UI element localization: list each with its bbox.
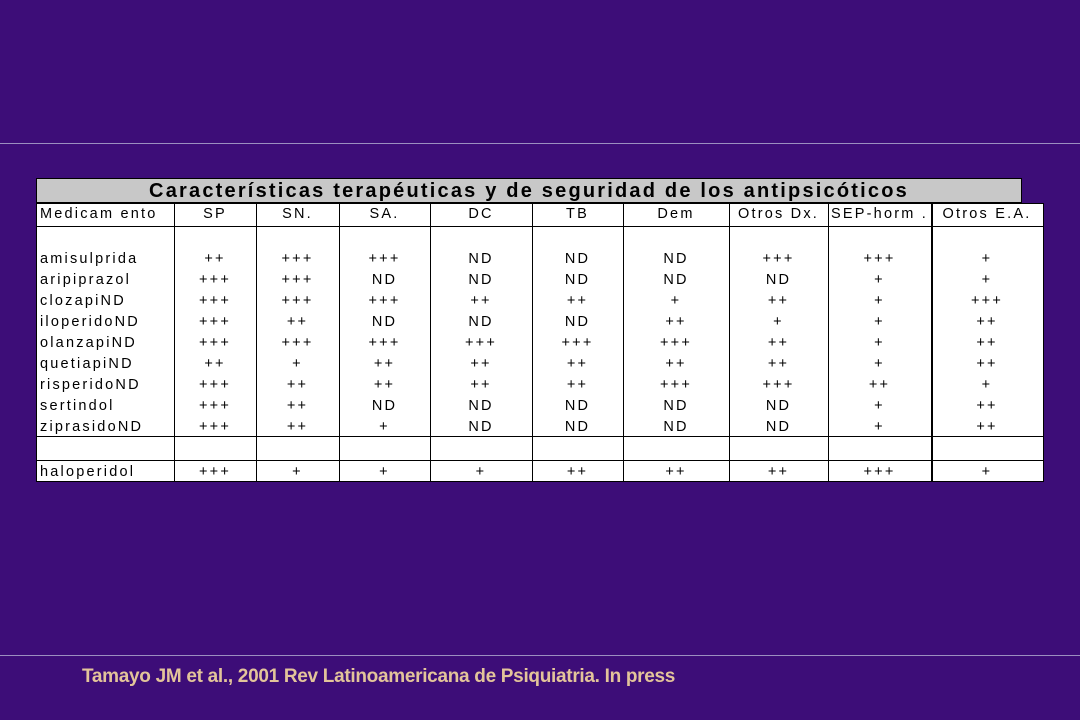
table-cell: +++ <box>281 272 314 288</box>
column-header: SA. <box>369 206 400 222</box>
table-cell: + <box>874 314 885 330</box>
table-cell: +++ <box>368 293 401 309</box>
comparison-table <box>36 178 1044 482</box>
table-cell: ++ <box>868 377 891 393</box>
table-cell: + <box>981 272 993 288</box>
table-cell: + <box>379 419 390 435</box>
table-cell: ++ <box>976 419 998 435</box>
column-header: SP <box>203 206 227 222</box>
table-cell: + <box>874 335 885 351</box>
table-grid <box>36 203 1044 482</box>
table-cell: ++ <box>286 314 309 330</box>
table-cell: + <box>981 377 993 393</box>
table-cell: ++ <box>665 356 687 372</box>
table-cell: +++ <box>198 314 231 330</box>
table-cell: +++ <box>198 272 231 288</box>
table-cell: +++ <box>281 251 314 267</box>
table-cell: ++ <box>566 356 589 372</box>
table-title: Características terapéuticas y de seguridad de los antipsicóticos <box>36 178 1022 203</box>
table-cell: +++ <box>762 377 795 393</box>
column-header: Dem <box>657 206 695 222</box>
table-cell: + <box>292 356 303 372</box>
column-header: SN. <box>282 206 313 222</box>
table-cell: + <box>981 251 993 267</box>
table-cell: ND <box>765 419 792 435</box>
table-cell: + <box>874 356 885 372</box>
table-cell: ND <box>663 398 689 414</box>
table-cell: ++ <box>976 398 998 414</box>
row-divider <box>37 226 1043 227</box>
column-header: Otros E.A. <box>942 206 1032 222</box>
table-cell: ++ <box>976 335 998 351</box>
citation: Tamayo JM et al., 2001 Rev Latinoamericana de Psiquiatria. In press <box>82 666 676 687</box>
table-cell: +++ <box>368 251 401 267</box>
reference-cell: + <box>379 464 390 480</box>
table-cell: + <box>874 419 885 435</box>
drug-name: aripiprazol <box>40 272 132 288</box>
top-divider <box>0 143 1080 144</box>
table-cell: + <box>874 272 885 288</box>
table-cell: +++ <box>970 293 1003 309</box>
table-cell: ND <box>564 272 591 288</box>
table-cell: ++ <box>373 377 396 393</box>
table-cell: +++ <box>198 335 231 351</box>
table-cell: ++ <box>470 377 492 393</box>
reference-cell: ++ <box>566 464 589 480</box>
drug-name: olanzapiND <box>40 335 137 351</box>
reference-cell: + <box>475 464 487 480</box>
table-cell: +++ <box>659 335 692 351</box>
table-cell: ND <box>564 251 591 267</box>
table-cell: ND <box>468 398 494 414</box>
table-cell: +++ <box>198 398 231 414</box>
table-cell: ND <box>765 398 792 414</box>
drug-name: risperidoND <box>40 377 141 393</box>
table-cell: +++ <box>281 293 314 309</box>
table-cell: +++ <box>368 335 401 351</box>
table-cell: ND <box>468 251 494 267</box>
reference-cell: ++ <box>767 464 790 480</box>
table-cell: ND <box>663 419 689 435</box>
table-cell: ++ <box>204 251 226 267</box>
drug-name: iloperidoND <box>40 314 140 330</box>
table-cell: +++ <box>561 335 594 351</box>
table-cell: ND <box>765 272 792 288</box>
table-cell: ++ <box>286 398 309 414</box>
table-cell: +++ <box>198 377 231 393</box>
table-cell: ++ <box>566 293 589 309</box>
drug-name: quetiapiND <box>40 356 134 372</box>
table-cell: ND <box>371 398 398 414</box>
table-cell: ++ <box>767 335 790 351</box>
table-cell: ND <box>564 398 591 414</box>
reference-drug-name: haloperidol <box>40 464 136 480</box>
drug-name: amisulprida <box>40 251 139 267</box>
column-header: Otros Dx. <box>737 206 820 222</box>
row-divider <box>37 460 1043 461</box>
table-cell: ++ <box>470 356 492 372</box>
table-cell: ND <box>371 314 398 330</box>
table-cell: + <box>670 293 682 309</box>
table-cell: +++ <box>659 377 692 393</box>
table-cell: + <box>874 293 885 309</box>
drug-name: sertindol <box>40 398 115 414</box>
column-header: TB <box>566 206 589 222</box>
reference-cell: +++ <box>198 464 231 480</box>
table-cell: ND <box>663 251 689 267</box>
table-cell: ++ <box>204 356 226 372</box>
table-cell: ++ <box>470 293 492 309</box>
table-cell: ++ <box>286 419 309 435</box>
table-cell: ++ <box>767 293 790 309</box>
table-cell: ++ <box>976 356 998 372</box>
table-cell: +++ <box>464 335 497 351</box>
reference-cell: +++ <box>863 464 896 480</box>
table-cell: + <box>773 314 784 330</box>
column-header: SEP-horm . <box>831 206 928 222</box>
table-cell: ND <box>371 272 398 288</box>
table-cell: ++ <box>286 377 309 393</box>
table-cell: +++ <box>762 251 795 267</box>
table-cell: +++ <box>281 335 314 351</box>
table-cell: + <box>874 398 885 414</box>
table-cell: ND <box>564 314 591 330</box>
table-cell: ND <box>564 419 591 435</box>
reference-cell: + <box>981 464 993 480</box>
table-cell: ND <box>468 272 494 288</box>
drug-name: ziprasidoND <box>40 419 144 435</box>
table-cell: ++ <box>665 314 687 330</box>
table-cell: ++ <box>373 356 396 372</box>
table-cell: +++ <box>863 251 896 267</box>
table-cell: ND <box>468 419 494 435</box>
reference-cell: + <box>292 464 303 480</box>
table-cell: ++ <box>767 356 790 372</box>
table-cell: +++ <box>198 419 231 435</box>
table-cell: ++ <box>976 314 998 330</box>
table-cell: ++ <box>566 377 589 393</box>
column-header: DC <box>468 206 494 222</box>
bottom-divider <box>0 655 1080 656</box>
column-header: Medicam ento <box>40 206 158 222</box>
drug-name: clozapiND <box>40 293 126 309</box>
table-cell: +++ <box>198 293 231 309</box>
reference-cell: ++ <box>665 464 687 480</box>
table-cell: ND <box>663 272 689 288</box>
table-cell: ND <box>468 314 494 330</box>
